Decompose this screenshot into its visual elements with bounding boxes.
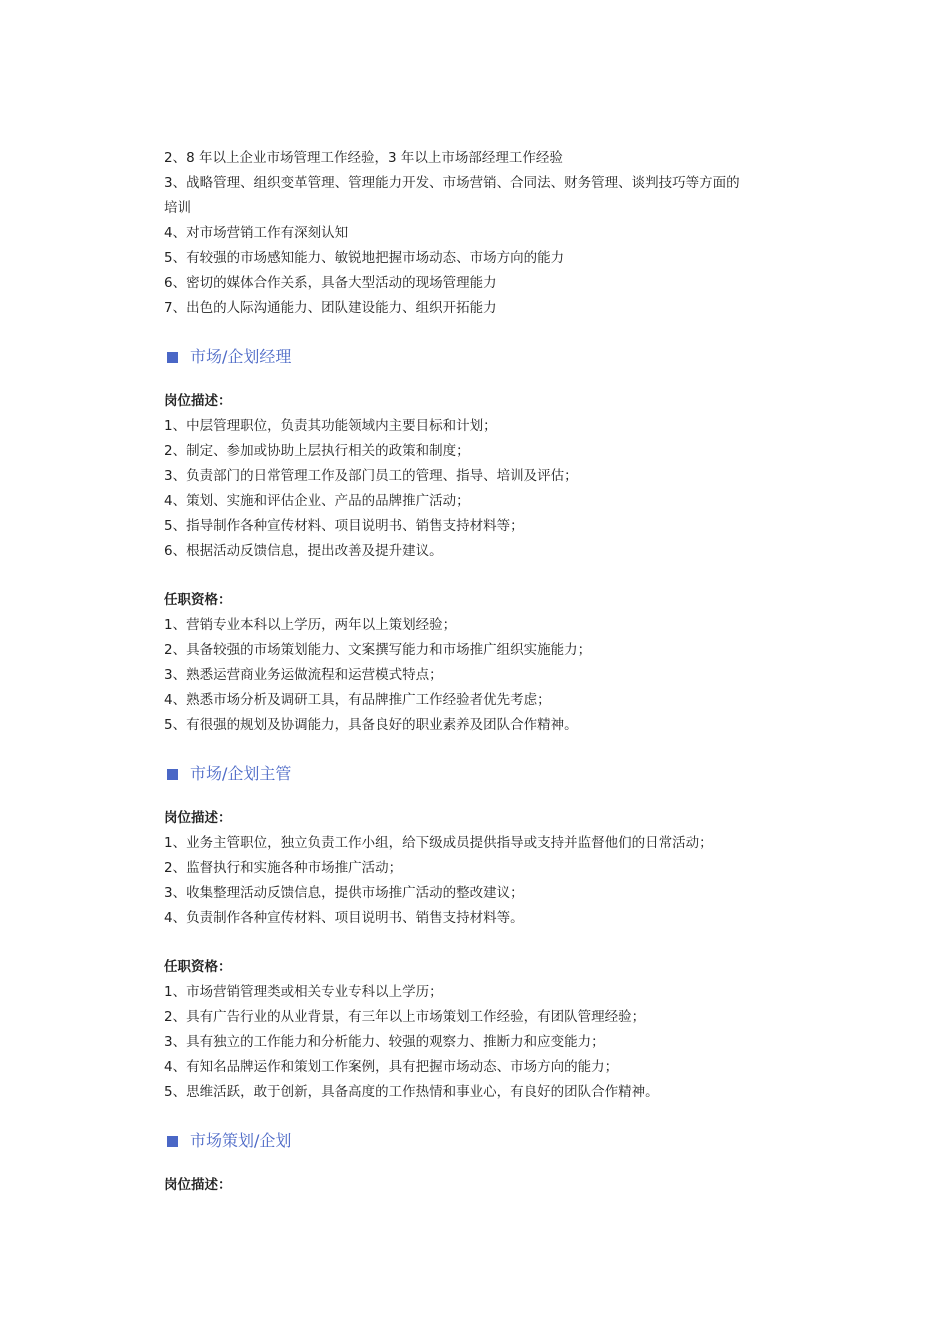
list-item: 2、制定、参加或协助上层执行相关的政策和制度； [164,443,470,459]
spacer [164,564,794,586]
list-item: 培训 [164,200,191,216]
list-item: 6、密切的媒体合作关系，具备大型活动的现场管理能力 [164,275,497,291]
section-heading [164,1127,794,1155]
list-item: 2、监督执行和实施各种市场推广活动； [164,860,403,876]
list-item: 5、有较强的市场感知能力、敏锐地把握市场动态、市场方向的能力 [164,250,565,266]
list-item: 4、负责制作各种宣传材料、项目说明书、销售支持材料等。 [164,910,524,926]
duty-label: 岗位描述： [164,393,232,409]
section-title: 市场策划/企划 [190,1131,292,1150]
section-heading [164,760,794,788]
list-item: 1、营销专业本科以上学历，两年以上策划经验； [164,617,457,633]
document-page [164,146,794,1198]
list-item: 2、具备较强的市场策划能力、文案撰写能力和市场推广组织实施能力； [164,642,592,658]
list-item: 4、有知名品牌运作和策划工作案例，具有把握市场动态、市场方向的能力； [164,1059,619,1075]
requirements-list [164,980,794,1105]
list-item: 2、具有广告行业的从业背景，有三年以上市场策划工作经验，有团队管理经验； [164,1009,646,1025]
square-bullet-icon [167,1136,178,1147]
list-item: 7、出色的人际沟通能力、团队建设能力、组织开拓能力 [164,300,497,316]
list-item: 4、策划、实施和评估企业、产品的品牌推广活动； [164,493,470,509]
list-item: 5、思维活跃，敢于创新，具备高度的工作热情和事业心，有良好的团队合作精神。 [164,1084,659,1100]
duty-label: 岗位描述： [164,1177,232,1193]
requirements-label: 任职资格： [164,592,232,608]
section-title: 市场/企划主管 [190,764,292,783]
duty-list [164,831,794,931]
duty-label: 岗位描述： [164,810,232,826]
list-item: 4、对市场营销工作有深刻认知 [164,225,349,241]
list-item: 3、具有独立的工作能力和分析能力、较强的观察力、推断力和应变能力； [164,1034,605,1050]
duty-list [164,414,794,564]
list-item: 2、8 年以上企业市场管理工作经验，3 年以上市场部经理工作经验 [164,150,563,166]
list-item: 1、市场营销管理类或相关专业专科以上学历； [164,984,443,1000]
square-bullet-icon [167,769,178,780]
list-item: 3、熟悉运营商业务运做流程和运营模式特点； [164,667,443,683]
list-item: 5、指导制作各种宣传材料、项目说明书、销售支持材料等； [164,518,524,534]
spacer [164,931,794,953]
section-heading [164,343,794,371]
list-item: 1、中层管理职位，负责其功能领域内主要目标和计划； [164,418,497,434]
requirements-list [164,613,794,738]
list-item: 5、有很强的规划及协调能力，具备良好的职业素养及团队合作精神。 [164,717,578,733]
list-item: 1、业务主管职位，独立负责工作小组，给下级成员提供指导或支持并监督他们的日常活动； [164,835,713,851]
list-item: 3、负责部门的日常管理工作及部门员工的管理、指导、培训及评估； [164,468,578,484]
list-item: 4、熟悉市场分析及调研工具，有品牌推广工作经验者优先考虑； [164,692,551,708]
intro-requirements-list [164,146,794,321]
requirements-label: 任职资格： [164,959,232,975]
list-item: 3、收集整理活动反馈信息，提供市场推广活动的整改建议； [164,885,524,901]
section-title: 市场/企划经理 [190,347,292,366]
square-bullet-icon [167,352,178,363]
list-item: 3、战略管理、组织变革管理、管理能力开发、市场营销、合同法、财务管理、谈判技巧等方面的 [164,175,740,191]
list-item: 6、根据活动反馈信息，提出改善及提升建议。 [164,543,443,559]
